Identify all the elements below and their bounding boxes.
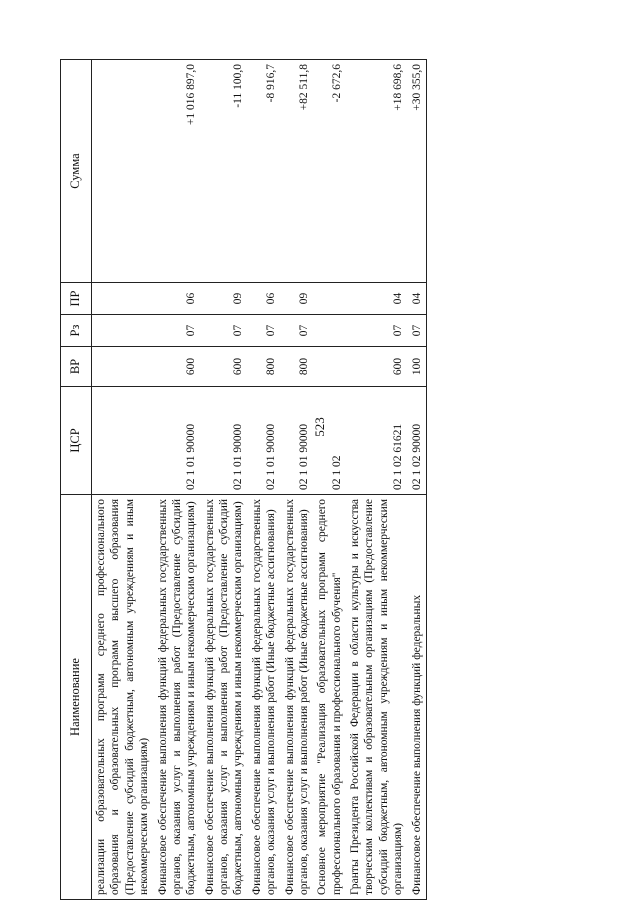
row-pr: [92, 283, 154, 315]
row-csr: 02 1 01 90000: [154, 387, 201, 495]
row-name: Финансовое обеспечение выполнения функций федеральных государственных органов, оказания услуг и выполнения работ (Предоставление субсидий бюджетным, автономным учреждениям и иным некоммерческим организациям): [201, 495, 248, 900]
table-row: [346, 60, 408, 900]
row-name: Основное мероприятие "Реализация образовательных программ среднего профессионального образования и профессионального обучения": [313, 495, 346, 900]
header-name: Наименование: [61, 495, 92, 900]
row-csr: 02 1 02 90000: [408, 387, 427, 495]
row-vr: 600: [201, 347, 248, 387]
header-csr: ЦСР: [61, 387, 92, 495]
row-csr: [92, 387, 154, 495]
row-name: Финансовое обеспечение выполнения функций федеральных государственных органов, оказания услуг и выполнения работ (Иные бюджетные ассигнования): [281, 495, 314, 900]
row-rz: 07: [201, 315, 248, 347]
row-sum: +18 698,6: [346, 60, 408, 283]
row-sum: [92, 60, 154, 283]
row-name: Финансовое обеспечение выполнения функций федеральных государственных органов, оказания услуг и выполнения работ (Предоставление субсидий бюджетным, автономным учреждениям и иным некоммерческим организациям): [154, 495, 201, 900]
row-vr: 100: [408, 347, 427, 387]
row-pr: 04: [408, 283, 427, 315]
row-rz: [92, 315, 154, 347]
rotated-sheet: [60, 60, 615, 900]
row-pr: 09: [201, 283, 248, 315]
row-vr: 600: [154, 347, 201, 387]
header-pr: ПР: [61, 283, 92, 315]
row-sum: +82 511,8: [281, 60, 314, 283]
row-sum: -2 672,6: [313, 60, 346, 283]
row-pr: 06: [248, 283, 281, 315]
row-name: Финансовое обеспечение выполнения функций федеральных: [408, 495, 427, 900]
row-csr: 02 1 02: [313, 387, 346, 495]
table-row: [248, 60, 281, 900]
row-pr: 04: [346, 283, 408, 315]
header-rz: Рз: [61, 315, 92, 347]
row-name: Гранты Президента Российской Федерации в области культуры и искусства творческим коллективам и образовательным организациям (Предоставление субсидий бюджетным, автономным учреждениям и иным некоммерческим организациям): [346, 495, 408, 900]
budget-table: [60, 59, 427, 900]
row-rz: 07: [281, 315, 314, 347]
row-name: Финансовое обеспечение выполнения функций федеральных государственных органов, оказания услуг и выполнения работ (Иные бюджетные ассигнования): [248, 495, 281, 900]
table-row: [408, 60, 427, 900]
page-number: 523: [312, 417, 327, 437]
row-rz: 07: [248, 315, 281, 347]
header-sum: Сумма: [61, 60, 92, 283]
table-row: [313, 60, 346, 900]
table-row: [154, 60, 201, 900]
row-pr: [313, 283, 346, 315]
row-vr: 800: [248, 347, 281, 387]
row-name: реализации образовательных программ среднего профессионального образования и образовательных программ высшего образования (Предоставление субсидий бюджетным, автономным учреждениям и иным некоммерческим организациям): [92, 495, 154, 900]
table-row: [92, 60, 154, 900]
table-header-row: [61, 60, 92, 900]
row-rz: [313, 315, 346, 347]
row-pr: 06: [154, 283, 201, 315]
row-vr: 600: [346, 347, 408, 387]
row-sum: -11 100,0: [201, 60, 248, 283]
row-sum: -8 916,7: [248, 60, 281, 283]
table-row: [281, 60, 314, 900]
row-vr: [313, 347, 346, 387]
row-csr: 02 1 01 90000: [248, 387, 281, 495]
table-row: [201, 60, 248, 900]
row-csr: 02 1 02 61621: [346, 387, 408, 495]
row-vr: [92, 347, 154, 387]
row-sum: +1 016 897,0: [154, 60, 201, 283]
row-csr: 02 1 01 90000: [201, 387, 248, 495]
row-rz: 07: [346, 315, 408, 347]
header-vr: ВР: [61, 347, 92, 387]
row-pr: 09: [281, 283, 314, 315]
row-csr: 02 1 01 90000: [281, 387, 314, 495]
row-rz: 07: [408, 315, 427, 347]
row-vr: 800: [281, 347, 314, 387]
row-rz: 07: [154, 315, 201, 347]
row-sum: +30 355,0: [408, 60, 427, 283]
